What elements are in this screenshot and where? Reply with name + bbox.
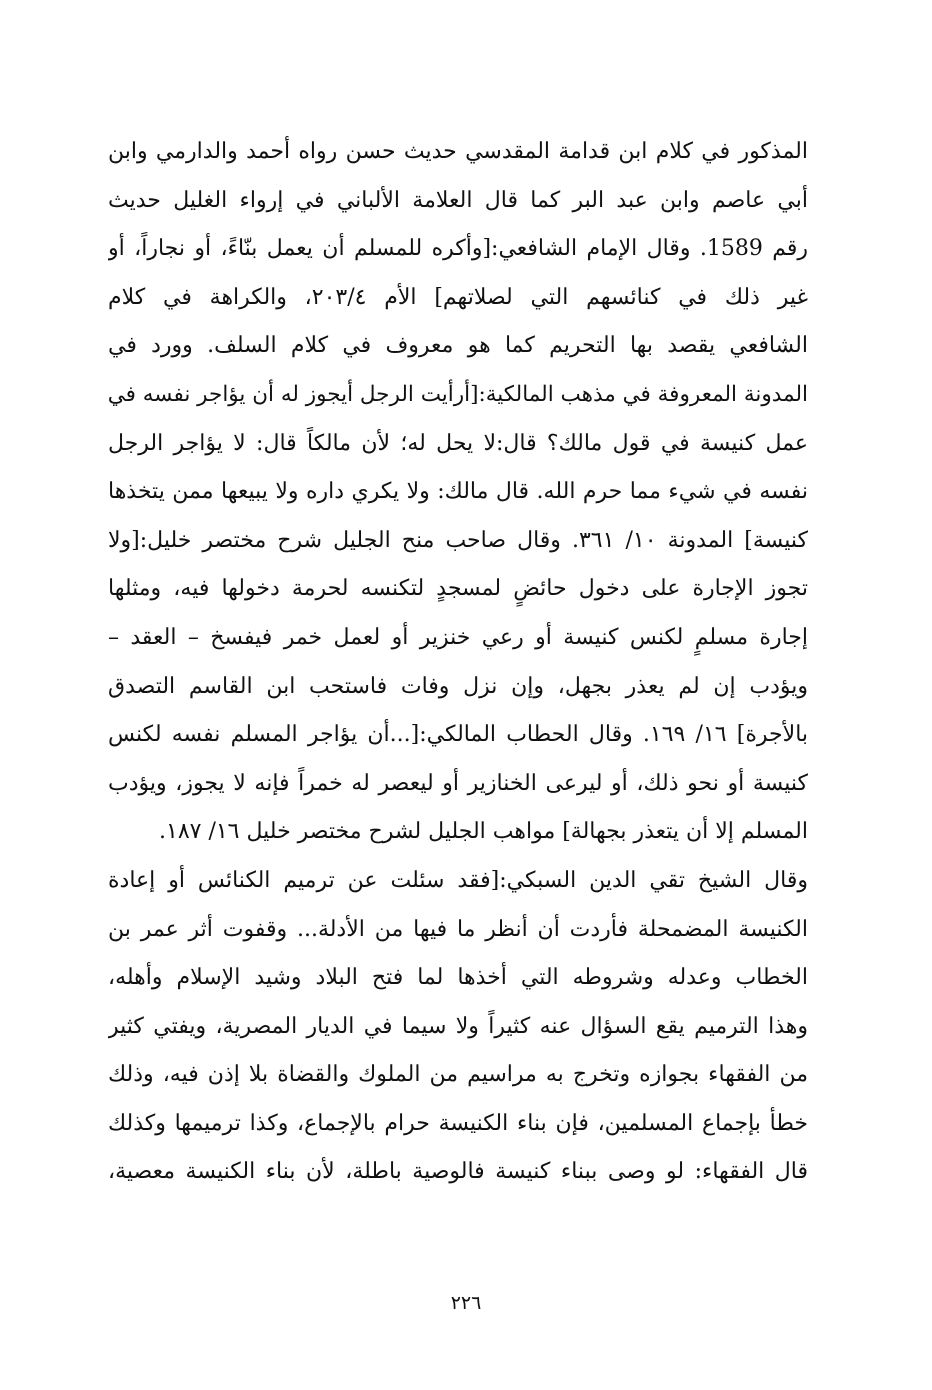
- text-line: ويؤدب إن لم يعذر بجهل، وإن نزل وفات فاستحب ابن القاسم التصدق: [108, 673, 808, 699]
- text-line: خطأ بإجماع المسلمين، فإن بناء الكنيسة حرام بالإجماع، وكذا ترميمها وكذلك: [108, 1110, 808, 1136]
- text-line: المسلم إلا أن يتعذر بجهالة] مواهب الجليل لشرح مختصر خليل ١٦/ ١٨٧.: [159, 819, 808, 845]
- text-line: أبي عاصم وابن عبد البر كما قال العلامة الألباني في إرواء الغليل حديث: [108, 187, 808, 213]
- text-line: نفسه في شيء مما حرم الله. قال مالك: ولا يكري داره ولا يبيعها ممن يتخذها: [108, 479, 808, 505]
- text-line: إجارة مسلمٍ لكنس كنيسة أو رعي خنزير أو لعمل خمر فيفسخ – العقد –: [108, 624, 808, 650]
- text-line: وهذا الترميم يقع السؤال عنه كثيراً ولا سيما في الديار المصرية، ويفتي كثير: [108, 1013, 808, 1039]
- text-line: رقم 1589. وقال الإمام الشافعي:[وأكره للمسلم أن يعمل بنّاءً، أو نجاراً، أو: [108, 236, 808, 262]
- text-line: وقال الشيخ تقي الدين السبكي:[فقد سئلت عن ترميم الكنائس أو إعادة: [108, 867, 808, 893]
- text-line: كنيسة] المدونة ١٠/ ٣٦١. وقال صاحب منح الجليل شرح مختصر خليل:[ولا: [108, 527, 808, 553]
- page-number: ٢٢٦: [450, 1292, 482, 1314]
- text-line: المدونة المعروفة في مذهب المالكية:[أرأيت الرجل أيجوز له أن يؤاجر نفسه في: [108, 381, 808, 407]
- text-line: المذكور في كلام ابن قدامة المقدسي حديث حسن رواه أحمد والدارمي وابن: [108, 139, 808, 164]
- body-text: [108, 128, 808, 1197]
- text-line: من الفقهاء بجوازه وتخرج به مراسيم من الملوك والقضاة بلا إذن فيه، وذلك: [108, 1062, 808, 1088]
- text-line: قال الفقهاء: لو وصى ببناء كنيسة فالوصية باطلة، لأن بناء الكنيسة معصية،: [108, 1159, 808, 1185]
- text-line: بالأجرة] ١٦/ ١٦٩. وقال الحطاب المالكي:[...أن يؤاجر المسلم نفسه لكنس: [108, 722, 808, 748]
- text-line: الخطاب وعدله وشروطه التي أخذها لما فتح البلاد وشيد الإسلام وأهله،: [108, 965, 808, 991]
- text-line: عمل كنيسة في قول مالك؟ قال:لا يحل له؛ لأن مالكاً قال: لا يؤاجر الرجل: [108, 430, 808, 456]
- text-line: كنيسة أو نحو ذلك، أو ليرعى الخنازير أو ليعصر له خمراً فإنه لا يجوز، ويؤدب: [108, 770, 808, 796]
- text-line: الشافعي يقصد بها التحريم كما هو معروف في كلام السلف. وورد في: [108, 333, 808, 359]
- text-line: الكنيسة المضمحلة فأردت أن أنظر ما فيها من الأدلة... وقفوت أثر عمر بن: [108, 916, 808, 942]
- text-line: تجوز الإجارة على دخول حائضٍ لمسجدٍ لتكنسه لحرمة دخولها فيه، ومثلها: [108, 576, 808, 602]
- text-line: غير ذلك في كنائسهم التي لصلاتهم] الأم ٢٠٣/٤، والكراهة في كلام: [108, 284, 808, 310]
